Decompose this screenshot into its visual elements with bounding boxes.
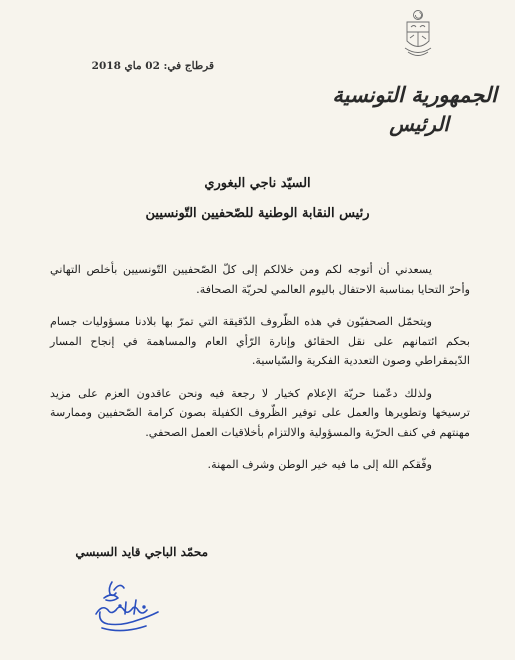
body-paragraph: يسعدني أن أتوجه لكم ومن خلالكم إلى كلّ الصّحفيين التّونسيين بأخلص التهاني وأحرّ التحايا بمناسبة الاحتفال باليوم العالمي لحريّة الصحافة. xyxy=(50,263,470,296)
signatory-name: محمّد الباجي قايد السبسي xyxy=(75,545,208,559)
body-paragraph: ويتحمّل الصحفيّون في هذه الظّروف الدّقيقة التي تمرّ بها بلادنا مسؤوليات جسام بحكم ائتمانهم على نقل الحقائق وإنارة الرّأي العام والمساهمة في إنجاح المسار الدّيمقراطي وصون التعددية الفكرية والسّياسية. xyxy=(50,315,470,367)
letter-date: قرطاج في: 02 ماي 2018 xyxy=(91,60,214,72)
header-presidency: الرئيس xyxy=(389,112,449,136)
header-republic: الجمهورية التونسية xyxy=(332,82,497,107)
body-paragraph: ولذلك دعّمنا حريّة الإعلام كخيار لا رجعة فيه ونحن عاقدون العزم على مزيد ترسيخها وتطويرها والعمل على توفير الظّروف الكفيلة بصون كرامة الصّحفيين وممارسة مهنتهم في كنف الحرّية والمسؤولية والالتزام بأخلاقيات العمل الصحفي. xyxy=(50,386,470,439)
letter-body xyxy=(50,260,470,488)
addressee-title: رئيس النقابة الوطنية للصّحفيين التّونسيين xyxy=(145,206,370,221)
addressee-name: السيّد ناجي البغوري xyxy=(204,176,311,191)
tunisia-coat-of-arms-icon xyxy=(401,8,435,60)
body-paragraph: وفّقكم الله إلى ما فيه خير الوطن وشرف المهنة. xyxy=(207,458,432,471)
handwritten-signature xyxy=(74,576,174,638)
